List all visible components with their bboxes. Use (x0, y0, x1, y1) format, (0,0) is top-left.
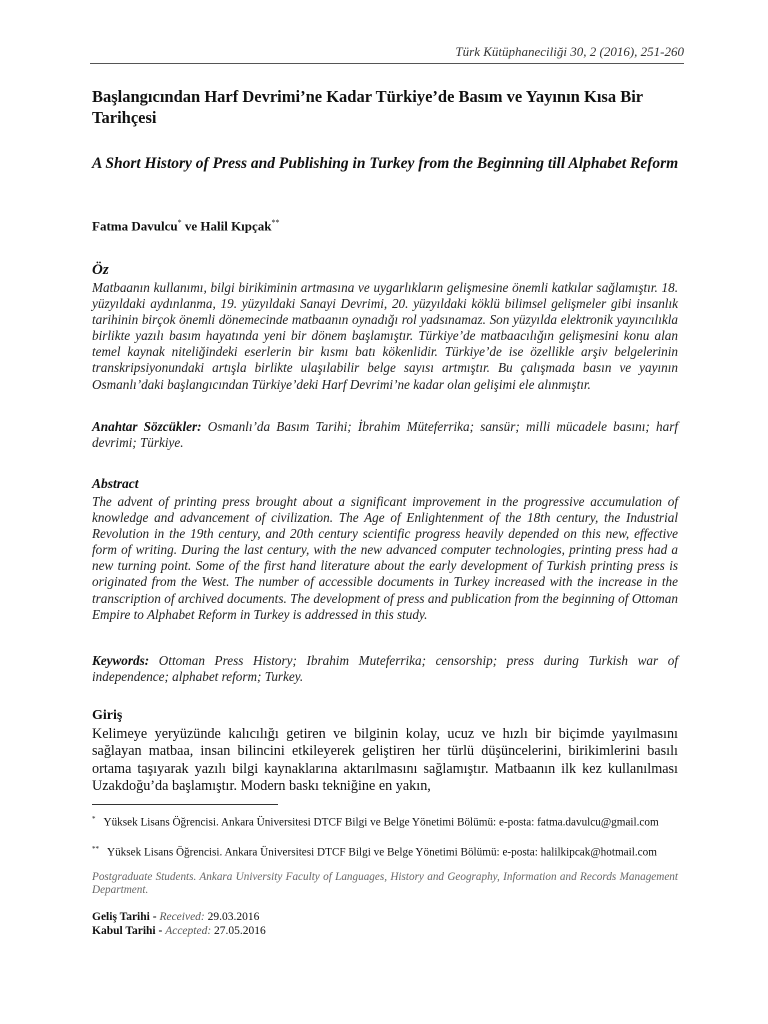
footnote-text: Yüksek Lisans Öğrencisi. Ankara Üniversitesi DTCF Bilgi ve Belge Yönetimi Bölümü: e-posta: fatma.davulcu@gmail.com (103, 816, 659, 829)
accepted-value: 27.05.2016 (214, 925, 266, 937)
accepted-label-en: Accepted: (165, 925, 212, 937)
footnote-english: Postgraduate Students. Ankara University Faculty of Languages, History and Geography, Information and Records Management Department. (92, 871, 678, 896)
author-name: Fatma Davulcu (92, 218, 178, 234)
keywords-label: Anahtar Sözcükler: (92, 419, 202, 434)
title-english: A Short History of Press and Publishing in Turkey from the Beginning till Alphabet Reform (92, 155, 679, 172)
title-turkish: Başlangıcından Harf Devrimi’ne Kadar Türkiye’de Basım ve Yayının Kısa Bir Tarihçesi (92, 87, 643, 127)
footnote-2 (92, 843, 678, 860)
received-value: 29.03.2016 (207, 911, 260, 923)
footnote-mark: ** (92, 845, 99, 853)
received-date: Geliş Tarihi - Received: 29.03.2016 (92, 911, 260, 923)
footnote-1 (92, 813, 678, 830)
abstract-heading: Abstract (92, 476, 139, 491)
introduction-heading: Giriş (92, 708, 123, 723)
keywords-list: Osmanlı’da Basım Tarihi; İbrahim Müteferrika; sansür; milli mücadele basını; harf devrimi; Türkiye. (92, 419, 678, 451)
footnote-divider (92, 804, 278, 805)
footnote-mark: * (92, 815, 96, 823)
oz-text: Matbaanın kullanımı, bilgi birikiminin artmasına ve uygarlıkların gelişmesine önemli katkılar sağlamıştır. 18. yüzyıldaki aydınlanma, 19. yüzyıldaki Sanayi Devrimi, 20. yüzyıldaki köklü bilimsel gelişmeler gibi insanlık tarihinin birçok önemli dönemecinde matbaanın oynadığı rol yadsınamaz. Son yüzyılda elektronik yayıncılıkla birlikte yazılı basım hayatında yeni bir dönem başlamıştır. Türkiye’de matbaacılığın gelişmesini konu alan temel kaynak niteliğindeki eserlerin bir kısmı batı kökenlidir. Türkiye’de ise özellikle arşiv belgelerinin transkripsiyonundaki artışla birlikte ulaşılabilir belge sayısı artmıştır. Bu çalışmada basın ve yayının Osmanlı’daki başlangıcından Türkiye’deki Harf Devrimi’ne kadar olan gelişimi ele alınmıştır. (92, 280, 678, 392)
footnote-mark: * (177, 218, 182, 227)
introduction-text: Kelimeye yeryüzünde kalıcılığı getiren ve bilginin kolay, ucuz ve hızlı bir biçimde yayılmasını sağlayan matbaa, insan bilincini etkileyerek geliştiren her türlü düşüncelerini, birikimlerini basılı ortama taşıyarak yazılı bilgi kaynaklarına aktarılmasını sağlamıştır. Matbaanın ilk kez kullanılması Uzakdoğu’da başlamıştır. Modern baskı tekniğine en yakın, (92, 726, 678, 795)
keywords-list: Ottoman Press History; Ibrahim Muteferrika; censorship; press during Turkish war of independence; alphabet reform; Turkey. (92, 653, 678, 685)
author-line (92, 218, 280, 234)
footnote-text: Yüksek Lisans Öğrencisi. Ankara Üniversitesi DTCF Bilgi ve Belge Yönetimi Bölümü: e-posta: halilkipcak@hotmail.com (107, 846, 657, 859)
author-connector: ve (184, 218, 198, 234)
received-label-en: Received: (159, 911, 205, 923)
journal-citation: Türk Kütüphaneciliği 30, 2 (2016), 251-260 (455, 44, 684, 59)
header-divider (90, 63, 684, 64)
turkish-keywords (92, 419, 678, 451)
abstract-text (92, 494, 678, 623)
accepted-date: Kabul Tarihi - Accepted: 27.05.2016 (92, 925, 266, 937)
author-name: Halil Kıpçak (200, 218, 272, 234)
submission-dates (92, 910, 266, 938)
keywords-label: Keywords: (92, 653, 150, 668)
received-label: Geliş Tarihi (92, 911, 150, 923)
english-keywords (92, 653, 678, 685)
oz-heading: Öz (92, 262, 109, 278)
abstract-paragraph: The advent of printing press brought about a significant improvement in the progressive accumulation of knowledge and advancement of civilization. The Age of Enlightenment of the 18th century, the Industrial Revolution in the 19th century, and 20th century scientific progress heavily depended on this new, effective form of writing. During the last century, with the new advanced computer technologies, printing press had a new turning point. Some of the first hand literature about the early development of Turkish printing press is originated from the West. The number of accessible documents in Turkey increased with the increase in the transcription of archived documents. The development of press and publication from the beginning of Ottoman Empire to Alphabet Reform in Turkey is addressed in this study. (92, 494, 678, 622)
footnote-mark: ** (271, 218, 280, 227)
accepted-label: Kabul Tarihi (92, 925, 156, 937)
